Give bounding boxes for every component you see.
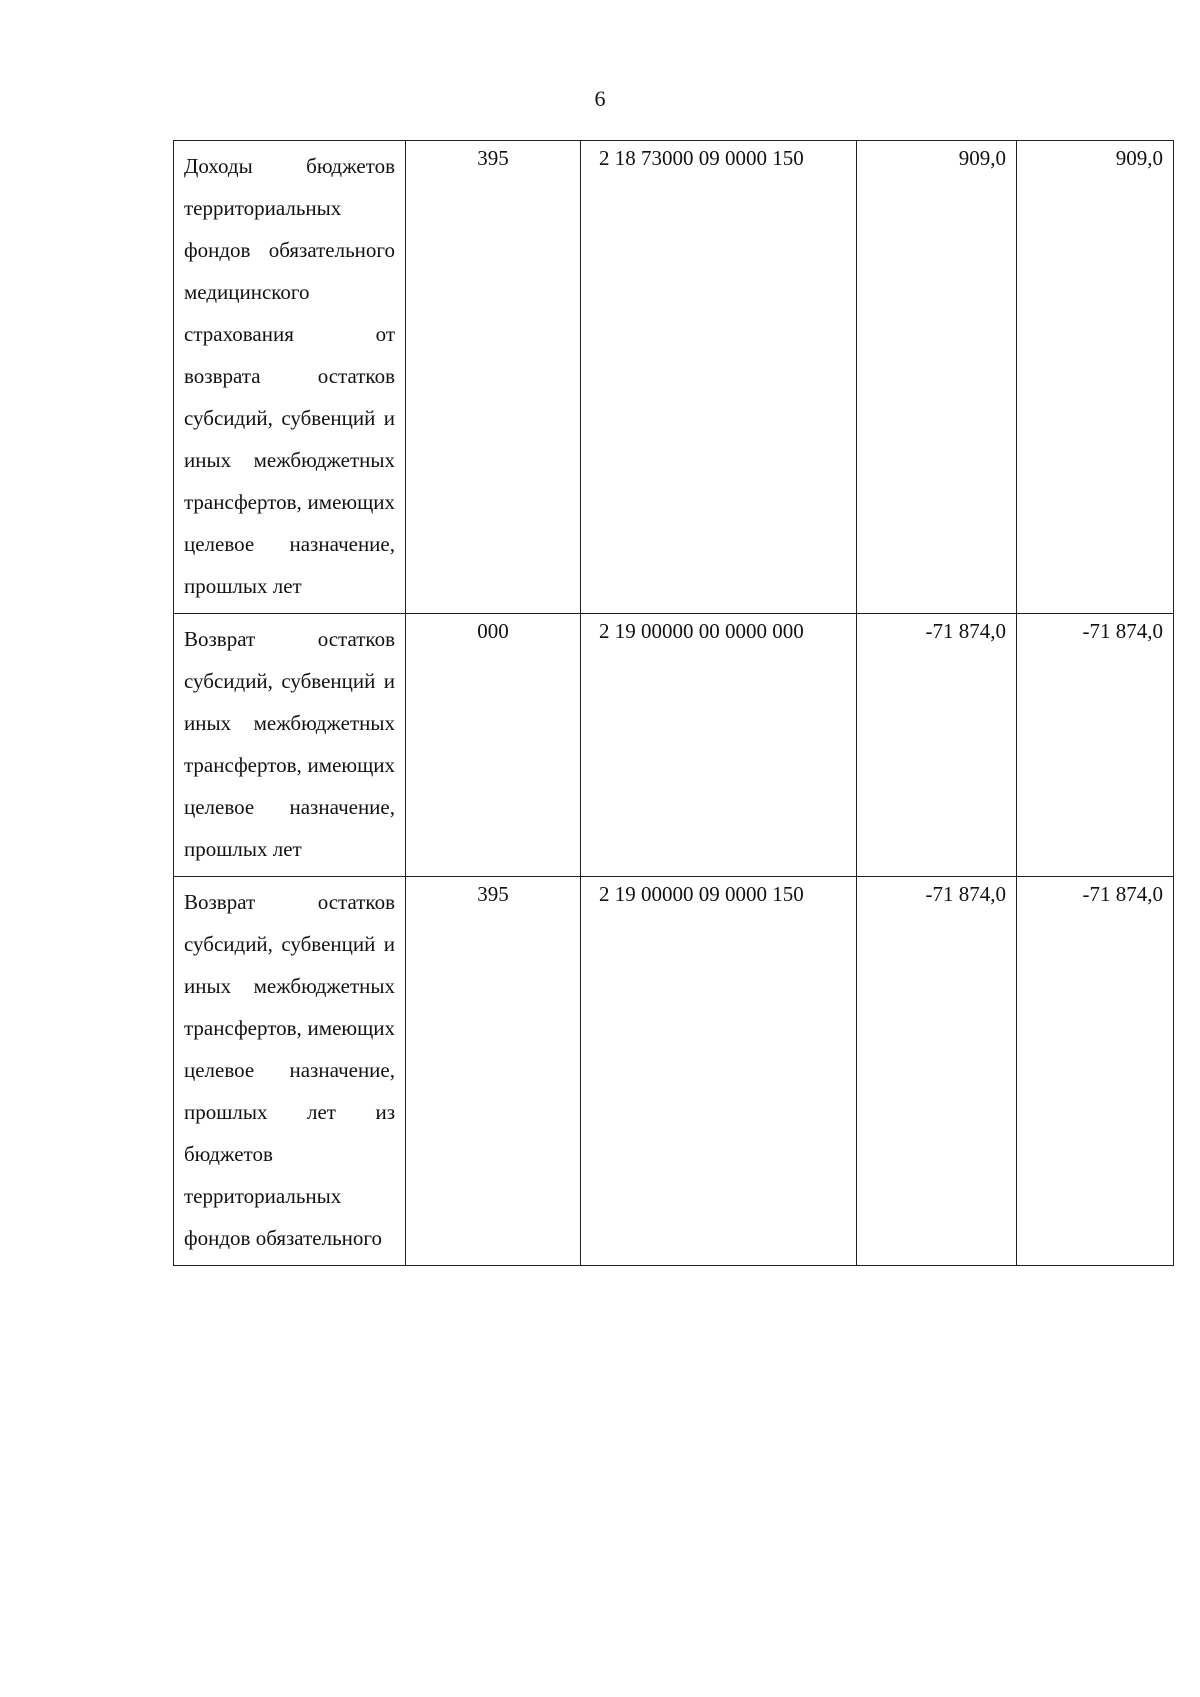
classification-code-cell: 2 19 00000 00 0000 000 [581,614,857,877]
revenue-name-cell: Доходы бюджетов территориальных фондов обязательного медицинского страхования от возврата остатков субсидий, субвенций и иных межбюджетных трансфертов, имеющих целевое назначение, прошлых лет [174,141,406,614]
classification-code-cell: 2 18 73000 09 0000 150 [581,141,857,614]
amount-cell-2: -71 874,0 [1017,614,1174,877]
admin-code-cell: 395 [406,141,581,614]
budget-revenue-table [173,140,1174,1266]
amount-cell-2: -71 874,0 [1017,877,1174,1266]
amount-cell-1: -71 874,0 [857,614,1017,877]
revenue-name-cell: Возврат остатков субсидий, субвенций и иных межбюджетных трансфертов, имеющих целевое назначение, прошлых лет из бюджетов территориальных фондов обязательного [174,877,406,1266]
admin-code-cell: 395 [406,877,581,1266]
amount-cell-1: 909,0 [857,141,1017,614]
amount-cell-2: 909,0 [1017,141,1174,614]
page-number: 6 [594,86,606,111]
classification-code-cell: 2 19 00000 09 0000 150 [581,877,857,1266]
admin-code-cell: 000 [406,614,581,877]
table-row [174,614,1174,877]
amount-cell-1: -71 874,0 [857,877,1017,1266]
table-row [174,877,1174,1266]
revenue-name-cell: Возврат остатков субсидий, субвенций и иных межбюджетных трансфертов, имеющих целевое назначение, прошлых лет [174,614,406,877]
table-row [174,141,1174,614]
